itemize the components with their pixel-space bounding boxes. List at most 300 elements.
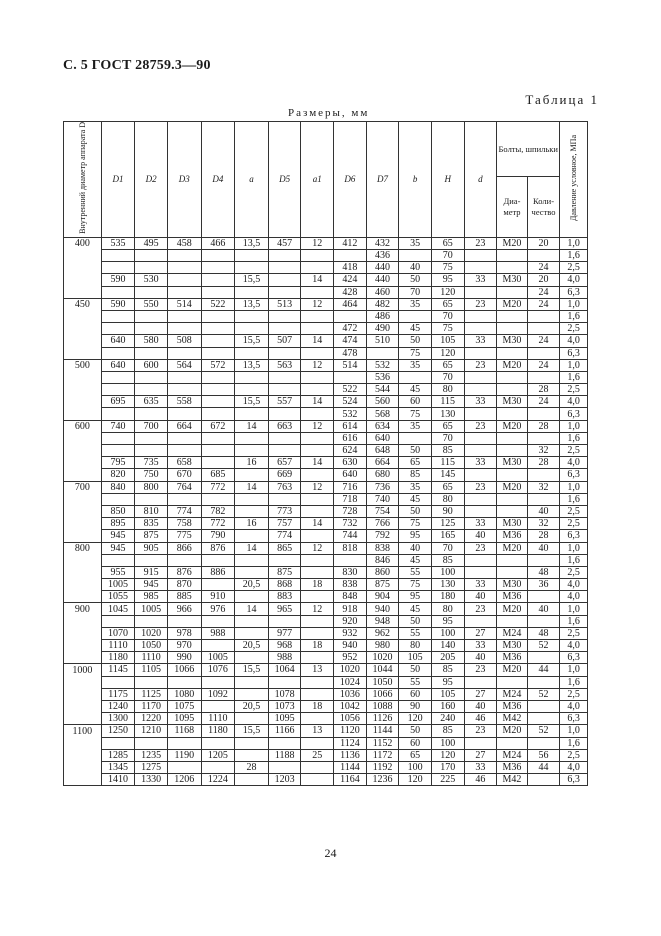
table-cell [301, 310, 334, 322]
table-cell: 685 [201, 469, 235, 481]
table-cell [497, 505, 528, 517]
table-cell [527, 700, 560, 712]
table-cell: 1,6 [560, 676, 588, 688]
table-cell: М20 [497, 420, 528, 432]
table-row [64, 615, 588, 627]
table-cell: 1,0 [560, 603, 588, 615]
table-cell [301, 250, 334, 262]
table-cell: 550 [135, 298, 168, 310]
table-cell: 4,0 [560, 335, 588, 347]
table-cell: 1078 [268, 688, 301, 700]
table-cell [64, 761, 102, 773]
table-cell: 75 [399, 518, 432, 530]
table-cell: 1152 [366, 737, 399, 749]
table-cell: 1,0 [560, 237, 588, 249]
table-cell [101, 262, 135, 274]
table-cell: 120 [431, 286, 464, 298]
table-cell: 40 [464, 652, 497, 664]
table-cell: 775 [167, 530, 201, 542]
table-cell [101, 615, 135, 627]
table-cell [464, 566, 497, 578]
table-cell: 4,0 [560, 761, 588, 773]
table-cell: 700 [135, 420, 168, 432]
table-cell: 75 [431, 323, 464, 335]
table-cell: 910 [201, 591, 235, 603]
table-body [64, 237, 588, 785]
table-cell: 1020 [135, 627, 168, 639]
table-cell [135, 445, 168, 457]
table-cell: 830 [334, 566, 367, 578]
table-cell: 848 [334, 591, 367, 603]
table-cell: М36 [497, 700, 528, 712]
table-cell: 120 [399, 774, 432, 786]
table-cell: М20 [497, 481, 528, 493]
table-cell: 1210 [135, 725, 168, 737]
table-cell: 532 [366, 359, 399, 371]
table-cell: 50 [399, 505, 432, 517]
table-cell: 18 [301, 640, 334, 652]
table-cell [135, 310, 168, 322]
table-cell: 640 [101, 335, 135, 347]
table-cell: 1345 [101, 761, 135, 773]
table-cell: 945 [135, 579, 168, 591]
table-cell: 640 [366, 432, 399, 444]
table-cell [235, 250, 269, 262]
table-cell [135, 432, 168, 444]
table-cell: 669 [268, 469, 301, 481]
table-cell: 990 [167, 652, 201, 664]
table-cell: 1188 [268, 749, 301, 761]
table-cell [201, 457, 235, 469]
table-cell: 45 [399, 554, 432, 566]
table-cell [268, 445, 301, 457]
table-row [64, 371, 588, 383]
table-cell: 27 [464, 749, 497, 761]
table-cell [497, 250, 528, 262]
table-cell [201, 493, 235, 505]
table-cell [167, 274, 201, 286]
header-d6: D6 [334, 122, 367, 238]
table-cell: 658 [167, 457, 201, 469]
table-cell: 12 [301, 298, 334, 310]
table-cell [101, 493, 135, 505]
header-pressure: Давление условное, МПа [560, 122, 588, 238]
table-cell: 1203 [268, 774, 301, 786]
table-row [64, 713, 588, 725]
table-cell: 100 [431, 566, 464, 578]
table-cell: 500 [64, 359, 102, 371]
table-cell: 1095 [268, 713, 301, 725]
table-cell [464, 347, 497, 359]
table-cell: 772 [201, 481, 235, 493]
table-cell: 1120 [334, 725, 367, 737]
table-cell [64, 408, 102, 420]
table-cell [64, 566, 102, 578]
table-cell: 48 [527, 566, 560, 578]
table-cell [235, 347, 269, 359]
table-cell [101, 676, 135, 688]
table-cell: 482 [366, 298, 399, 310]
table-cell [201, 262, 235, 274]
table-cell [64, 676, 102, 688]
table-cell [235, 688, 269, 700]
table-row [64, 237, 588, 249]
table-cell: 564 [167, 359, 201, 371]
table-row [64, 676, 588, 688]
table-cell: 1170 [135, 700, 168, 712]
table-cell: 33 [464, 274, 497, 286]
table-cell: 1250 [101, 725, 135, 737]
table-cell [399, 250, 432, 262]
table-row [64, 591, 588, 603]
table-cell: 472 [334, 323, 367, 335]
table-cell [64, 615, 102, 627]
table-cell: 4,0 [560, 457, 588, 469]
table-cell: М20 [497, 542, 528, 554]
table-cell: 535 [101, 237, 135, 249]
table-cell [64, 774, 102, 786]
table-cell [135, 371, 168, 383]
table-cell: 955 [101, 566, 135, 578]
table-cell: 1124 [334, 737, 367, 749]
table-cell [268, 262, 301, 274]
table-cell [201, 250, 235, 262]
table-cell: 952 [334, 652, 367, 664]
table-cell: 876 [201, 542, 235, 554]
table-cell [101, 554, 135, 566]
table-cell: 14 [235, 603, 269, 615]
table-cell: 48 [527, 627, 560, 639]
table-cell: 55 [399, 627, 432, 639]
table-cell: 850 [101, 505, 135, 517]
table-cell: 968 [268, 640, 301, 652]
table-cell [301, 445, 334, 457]
table-cell: 40 [399, 262, 432, 274]
table-cell: 23 [464, 359, 497, 371]
table-cell: 100 [399, 761, 432, 773]
table-cell: 450 [64, 298, 102, 310]
table-cell [101, 250, 135, 262]
table-cell: 50 [399, 445, 432, 457]
header-d4: D4 [201, 122, 235, 238]
table-row [64, 420, 588, 432]
table-cell [64, 749, 102, 761]
table-cell: 13,5 [235, 237, 269, 249]
table-row [64, 505, 588, 517]
table-cell [527, 408, 560, 420]
table-cell [301, 262, 334, 274]
table-cell: 400 [64, 237, 102, 249]
table-cell [301, 761, 334, 773]
table-cell: 46 [464, 713, 497, 725]
table-cell [235, 371, 269, 383]
table-cell: 1066 [167, 664, 201, 676]
table-cell: 883 [268, 591, 301, 603]
table-cell: 4,0 [560, 591, 588, 603]
table-cell [235, 432, 269, 444]
table-cell [135, 554, 168, 566]
table-cell: 55 [399, 676, 432, 688]
table-cell: 33 [464, 335, 497, 347]
table-cell [497, 737, 528, 749]
table-cell: 1044 [366, 664, 399, 676]
table-cell [167, 250, 201, 262]
table-cell: 522 [334, 384, 367, 396]
table-cell [334, 310, 367, 322]
table-cell: 4,0 [560, 274, 588, 286]
table-cell: 145 [431, 469, 464, 481]
table-cell: 16 [235, 518, 269, 530]
table-cell: 716 [334, 481, 367, 493]
table-cell: 205 [431, 652, 464, 664]
table-cell: М36 [497, 761, 528, 773]
table-cell [135, 347, 168, 359]
table-cell: 1073 [268, 700, 301, 712]
table-cell: 670 [167, 469, 201, 481]
table-row [64, 250, 588, 262]
table-cell [167, 676, 201, 688]
table-cell [167, 554, 201, 566]
table-cell [366, 347, 399, 359]
table-cell [527, 323, 560, 335]
table-cell: М42 [497, 774, 528, 786]
table-cell [497, 408, 528, 420]
table-cell: 966 [167, 603, 201, 615]
table-cell: 95 [431, 615, 464, 627]
table-cell [64, 469, 102, 481]
table-cell: 14 [301, 396, 334, 408]
header-bolt-diameter: Диа-метр [497, 177, 528, 238]
table-cell: 20,5 [235, 640, 269, 652]
table-row [64, 286, 588, 298]
table-cell: 65 [431, 481, 464, 493]
table-cell: 1,0 [560, 420, 588, 432]
table-cell: 640 [101, 359, 135, 371]
table-cell: 2,5 [560, 505, 588, 517]
table-cell: 44 [527, 664, 560, 676]
table-cell: 70 [431, 432, 464, 444]
table-cell: 563 [268, 359, 301, 371]
table-cell: 978 [167, 627, 201, 639]
table-cell: 875 [268, 566, 301, 578]
table-cell [268, 274, 301, 286]
table-cell: 12 [301, 603, 334, 615]
table-cell: 75 [399, 408, 432, 420]
table-cell: М30 [497, 579, 528, 591]
table-cell: М30 [497, 396, 528, 408]
table-cell: 13,5 [235, 359, 269, 371]
table-cell: 1300 [101, 713, 135, 725]
table-cell: 536 [366, 371, 399, 383]
table-cell: 85 [399, 469, 432, 481]
table-cell: 774 [167, 505, 201, 517]
table-cell [235, 445, 269, 457]
table-cell: 23 [464, 542, 497, 554]
table-cell [235, 566, 269, 578]
table-cell [64, 396, 102, 408]
table-cell: 6,3 [560, 652, 588, 664]
table-cell: 6,3 [560, 774, 588, 786]
table-cell [167, 323, 201, 335]
table-cell [64, 591, 102, 603]
table-cell: 14 [301, 518, 334, 530]
table-cell [497, 554, 528, 566]
table-cell: 65 [399, 749, 432, 761]
table-cell [64, 505, 102, 517]
table-row [64, 640, 588, 652]
table-row [64, 445, 588, 457]
table-cell [464, 493, 497, 505]
table-cell: 70 [431, 542, 464, 554]
table-cell: 1,0 [560, 542, 588, 554]
table-cell: 466 [201, 237, 235, 249]
table-cell: 120 [399, 713, 432, 725]
table-cell: 24 [527, 298, 560, 310]
header-b: b [399, 122, 432, 238]
table-cell [101, 286, 135, 298]
table-cell [235, 310, 269, 322]
table-cell: 80 [399, 640, 432, 652]
table-cell: 616 [334, 432, 367, 444]
table-cell: 1136 [334, 749, 367, 761]
table-cell: 1055 [101, 591, 135, 603]
table-cell: 440 [366, 262, 399, 274]
table-cell [235, 493, 269, 505]
table-cell [301, 469, 334, 481]
header-d1: D1 [101, 122, 135, 238]
table-cell [464, 615, 497, 627]
table-cell: 740 [366, 493, 399, 505]
table-cell: 115 [431, 457, 464, 469]
table-cell: 740 [101, 420, 135, 432]
table-cell [235, 713, 269, 725]
table-cell: 640 [334, 469, 367, 481]
table-row [64, 469, 588, 481]
table-cell: 940 [334, 640, 367, 652]
table-cell [64, 627, 102, 639]
table-cell: 2,5 [560, 627, 588, 639]
table-row [64, 481, 588, 493]
table-cell: 744 [334, 530, 367, 542]
table-cell [201, 384, 235, 396]
table-cell: 13 [301, 664, 334, 676]
table-cell: 60 [399, 737, 432, 749]
table-cell [201, 408, 235, 420]
table-cell: 1,0 [560, 725, 588, 737]
table-cell: 458 [167, 237, 201, 249]
table-cell: 50 [399, 274, 432, 286]
table-row [64, 652, 588, 664]
table-cell: 75 [399, 347, 432, 359]
table-cell: 80 [431, 384, 464, 396]
table-cell [101, 323, 135, 335]
table-cell [235, 408, 269, 420]
table-cell: 782 [201, 505, 235, 517]
table-cell [135, 323, 168, 335]
table-cell: 988 [201, 627, 235, 639]
table-cell: 530 [135, 274, 168, 286]
table-cell [497, 371, 528, 383]
table-cell: 35 [399, 359, 432, 371]
table-cell: 792 [366, 530, 399, 542]
table-cell: 1190 [167, 749, 201, 761]
table-cell [399, 432, 432, 444]
table-cell [101, 737, 135, 749]
table-cell: 20 [527, 237, 560, 249]
table-row [64, 688, 588, 700]
table-cell: 590 [101, 274, 135, 286]
table-cell: 920 [334, 615, 367, 627]
table-cell: 870 [167, 579, 201, 591]
table-cell: 65 [431, 237, 464, 249]
table-cell: 1092 [201, 688, 235, 700]
table-cell [167, 262, 201, 274]
table-cell [235, 591, 269, 603]
table-cell: 818 [334, 542, 367, 554]
table-cell [464, 408, 497, 420]
table-cell: 23 [464, 298, 497, 310]
table-cell: М24 [497, 627, 528, 639]
table-cell: 1126 [366, 713, 399, 725]
table-cell: 12 [301, 542, 334, 554]
table-cell: 80 [431, 603, 464, 615]
table-cell: 977 [268, 627, 301, 639]
table-cell: 1005 [101, 579, 135, 591]
table-cell: 90 [399, 700, 432, 712]
table-cell: 6,3 [560, 286, 588, 298]
table-cell: М30 [497, 274, 528, 286]
table-cell [101, 408, 135, 420]
table-cell [235, 286, 269, 298]
table-cell: 1110 [101, 640, 135, 652]
page-number: 24 [324, 846, 337, 860]
table-cell: 33 [464, 396, 497, 408]
table-cell [268, 286, 301, 298]
table-cell: 105 [399, 652, 432, 664]
table-cell: 1,6 [560, 737, 588, 749]
table-cell [235, 554, 269, 566]
table-cell: 558 [167, 396, 201, 408]
table-cell: М42 [497, 713, 528, 725]
table-cell: 23 [464, 603, 497, 615]
table-cell: 2,5 [560, 566, 588, 578]
table-cell: 648 [366, 445, 399, 457]
table-row [64, 384, 588, 396]
table-cell: 70 [431, 250, 464, 262]
table-cell: 18 [301, 700, 334, 712]
table-cell: 918 [334, 603, 367, 615]
table-cell: М30 [497, 457, 528, 469]
table-cell: 55 [399, 566, 432, 578]
table-cell: 1275 [135, 761, 168, 773]
table-cell: 13,5 [235, 298, 269, 310]
table-cell [167, 615, 201, 627]
table-cell: 1125 [135, 688, 168, 700]
table-cell: 140 [431, 640, 464, 652]
table-cell [527, 774, 560, 786]
table-cell: 418 [334, 262, 367, 274]
table-cell: 240 [431, 713, 464, 725]
table-cell: 33 [464, 640, 497, 652]
table-cell: 1,6 [560, 432, 588, 444]
table-cell: 1066 [366, 688, 399, 700]
table-cell: 507 [268, 335, 301, 347]
table-cell [167, 493, 201, 505]
table-cell [167, 408, 201, 420]
table-cell: 2,5 [560, 384, 588, 396]
table-cell [301, 347, 334, 359]
table-cell: 895 [101, 518, 135, 530]
